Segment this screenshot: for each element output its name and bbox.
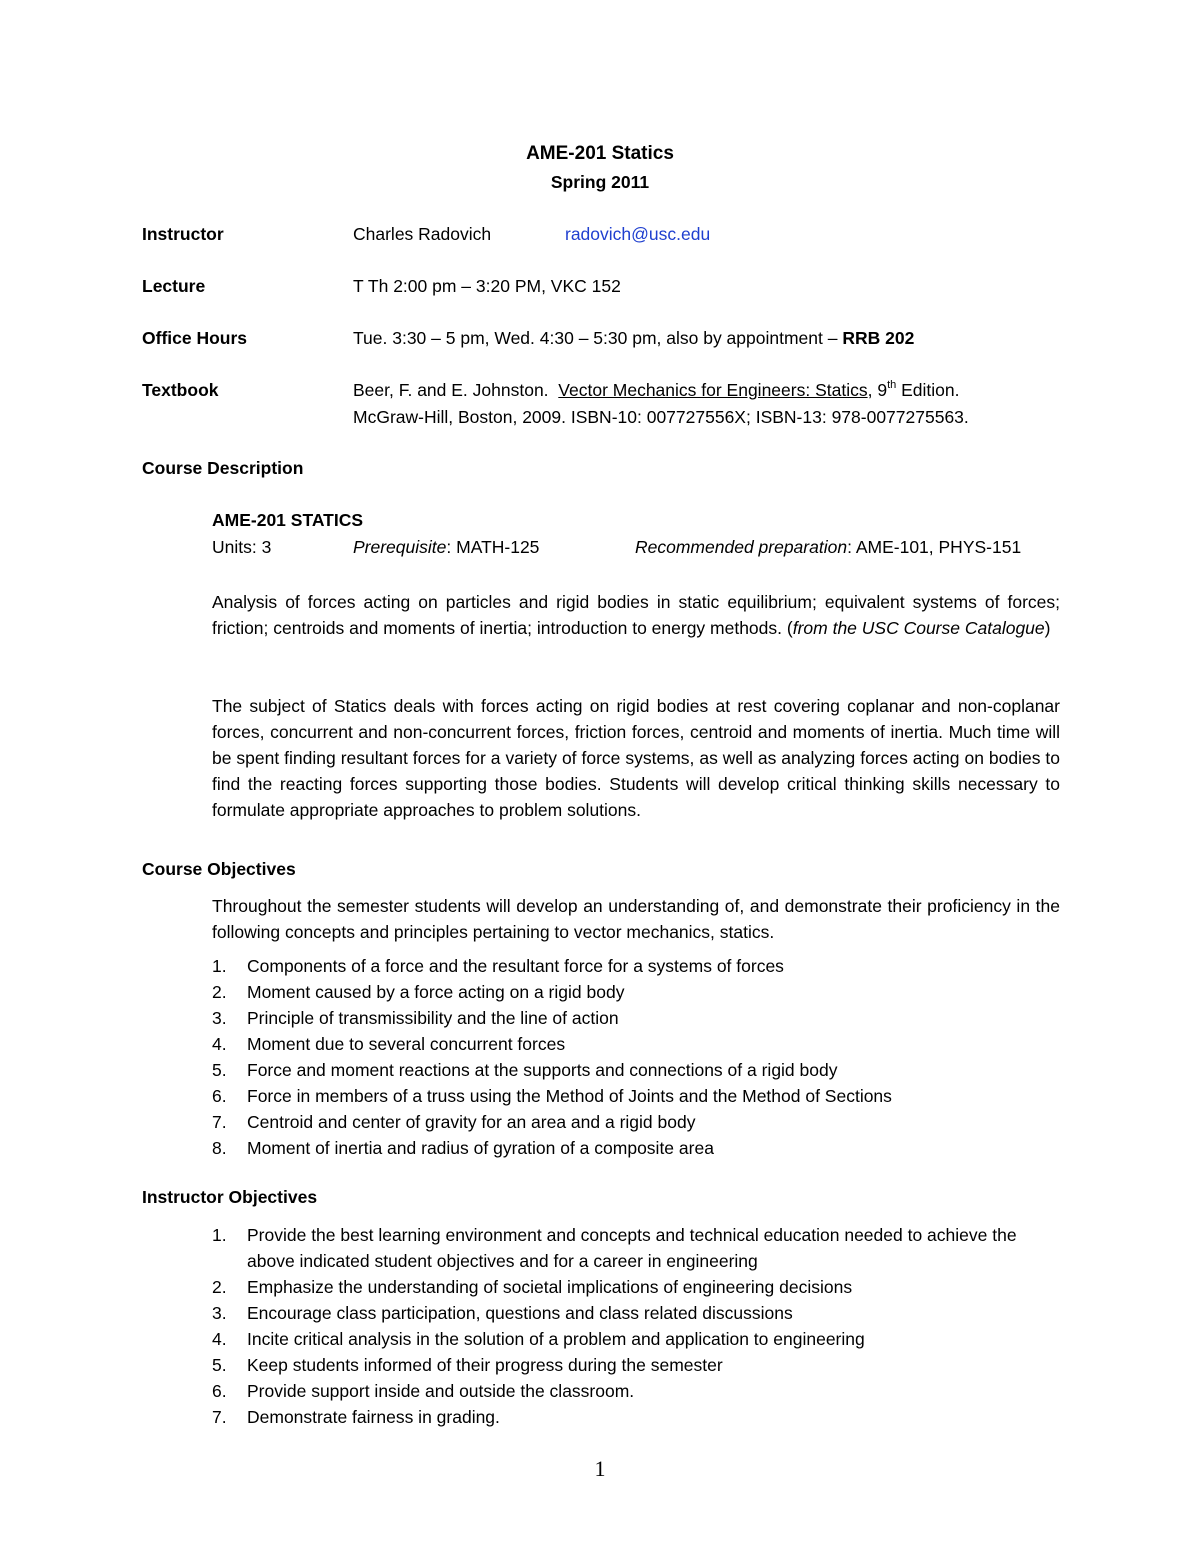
list-item-text: Moment caused by a force acting on a rigid body [247,982,625,1002]
course-objectives-heading: Course Objectives [142,859,296,879]
course-units: Units: 3 [212,537,272,557]
list-item-text: Force and moment reactions at the supports and connections of a rigid body [247,1060,838,1080]
list-item-text: Force in members of a truss using the Method of Joints and the Method of Sections [247,1086,892,1106]
list-item [212,1378,1062,1404]
list-item-text: Moment due to several concurrent forces [247,1034,566,1054]
course-objectives-list [212,953,1072,1161]
instructor-email-wrap [565,224,710,245]
recommended-prep-value: : AME-101, PHYS-151 [847,537,1022,557]
list-item-number: 8. [212,1138,227,1158]
document-title: AME-201 Statics [526,143,674,164]
prerequisite-value: : MATH-125 [446,537,540,557]
catalogue-source: from the USC Course Catalogue [792,618,1045,638]
course-name: AME-201 STATICS [212,510,364,530]
list-item-text: Components of a force and the resultant force for a systems of forces [247,956,784,976]
prerequisite-label: Prerequisite [353,537,447,557]
course-recommended-prep [635,537,1021,558]
office-hours-value [353,328,914,349]
list-item [212,953,1072,979]
textbook-line1 [353,380,959,401]
lecture-value: T Th 2:00 pm – 3:20 PM, VKC 152 [353,276,621,296]
list-item-text: Keep students informed of their progress during the semester [247,1355,723,1375]
list-item-text: Centroid and center of gravity for an area and a rigid body [247,1112,696,1132]
list-item-number: 6. [212,1381,227,1401]
instructor-objectives-list [212,1222,1062,1430]
list-item-number: 7. [212,1407,227,1427]
list-item [212,1031,1072,1057]
list-item-number: 3. [212,1008,227,1028]
list-item-text: Provide support inside and outside the classroom. [247,1381,635,1401]
instructor-email-link[interactable]: radovich@usc.edu [565,224,711,244]
course-prerequisite [353,537,539,558]
list-item-number: 5. [212,1355,227,1375]
list-item-number: 4. [212,1034,227,1054]
recommended-prep-label: Recommended preparation [635,537,848,557]
list-item-number: 3. [212,1303,227,1323]
list-item [212,979,1072,1005]
textbook-edition-post: Edition. [896,380,960,400]
office-hours-times: Tue. 3:30 – 5 pm, Wed. 4:30 – 5:30 pm, also by appointment – [353,328,843,348]
catalogue-source-close: ) [1044,618,1051,638]
list-item-number: 7. [212,1112,227,1132]
list-item-text: Moment of inertia and radius of gyration of a composite area [247,1138,714,1158]
list-item-text: Encourage class participation, questions and class related discussions [247,1303,793,1323]
list-item-text: Incite critical analysis in the solution of a problem and application to engineering [247,1329,865,1349]
office-hours-room: RRB 202 [842,328,915,348]
list-item [212,1005,1072,1031]
course-description-paragraph-2: The subject of Statics deals with forces acting on rigid bodies at rest covering coplanar and non-coplanar forces, concurrent and non-concurrent forces, friction forces, centroid and moments of inertia. Much time will be spent finding resultant forces for a variety of force systems, as well as analyzing forces acting on bodies to find the reacting forces supporting those bodies. Students will develop critical thinking skills necessary to formulate appropriate approaches to problem solutions. [212,696,1060,820]
textbook-authors: Beer, F. and E. Johnston. [353,380,549,400]
list-item [212,1326,1062,1352]
list-item-number: 1. [212,1225,227,1245]
lecture-label: Lecture [142,276,206,296]
list-item-text: Provide the best learning environment and concepts and technical education needed to achieve the above indicated student objectives and for a career in engineering [247,1225,1017,1271]
list-item-number: 5. [212,1060,227,1080]
office-hours-label: Office Hours [142,328,248,348]
page-number: 1 [594,1456,606,1481]
instructor-name: Charles Radovich [353,224,492,244]
instructor-objectives-heading: Instructor Objectives [142,1187,318,1207]
list-item-number: 6. [212,1086,227,1106]
list-item [212,1083,1072,1109]
course-objectives-intro: Throughout the semester students will develop an understanding of, and demonstrate their proficiency in the following concepts and principles pertaining to vector mechanics, statics. [212,896,1060,942]
list-item [212,1222,1062,1274]
list-item-text: Principle of transmissibility and the line of action [247,1008,619,1028]
catalogue-description: Analysis of forces acting on particles and rigid bodies in static equilibrium; equivalent systems of forces; friction; centroids and moments of inertia; introduction to energy methods. ( [212,592,1060,638]
document-term: Spring 2011 [550,172,650,192]
list-item [212,1135,1072,1161]
course-description-heading: Course Description [142,458,304,478]
list-item-text: Demonstrate fairness in grading. [247,1407,500,1427]
textbook-line2: McGraw-Hill, Boston, 2009. ISBN-10: 007727556X; ISBN-13: 978-0077275563. [353,407,969,427]
list-item [212,1300,1062,1326]
list-item [212,1274,1062,1300]
list-item-number: 2. [212,1277,227,1297]
list-item-number: 2. [212,982,227,1002]
list-item-number: 1. [212,956,227,976]
textbook-label: Textbook [142,380,219,400]
textbook-edition-sup: th [887,379,897,391]
course-description-paragraph-1 [212,589,1060,641]
list-item [212,1057,1072,1083]
list-item-text: Emphasize the understanding of societal implications of engineering decisions [247,1277,853,1297]
list-item [212,1404,1062,1430]
textbook-title: Vector Mechanics for Engineers: Statics [558,380,868,400]
list-item [212,1352,1062,1378]
list-item [212,1109,1072,1135]
instructor-label: Instructor [142,224,224,244]
textbook-edition-pre: , 9 [867,380,888,400]
list-item-number: 4. [212,1329,227,1349]
